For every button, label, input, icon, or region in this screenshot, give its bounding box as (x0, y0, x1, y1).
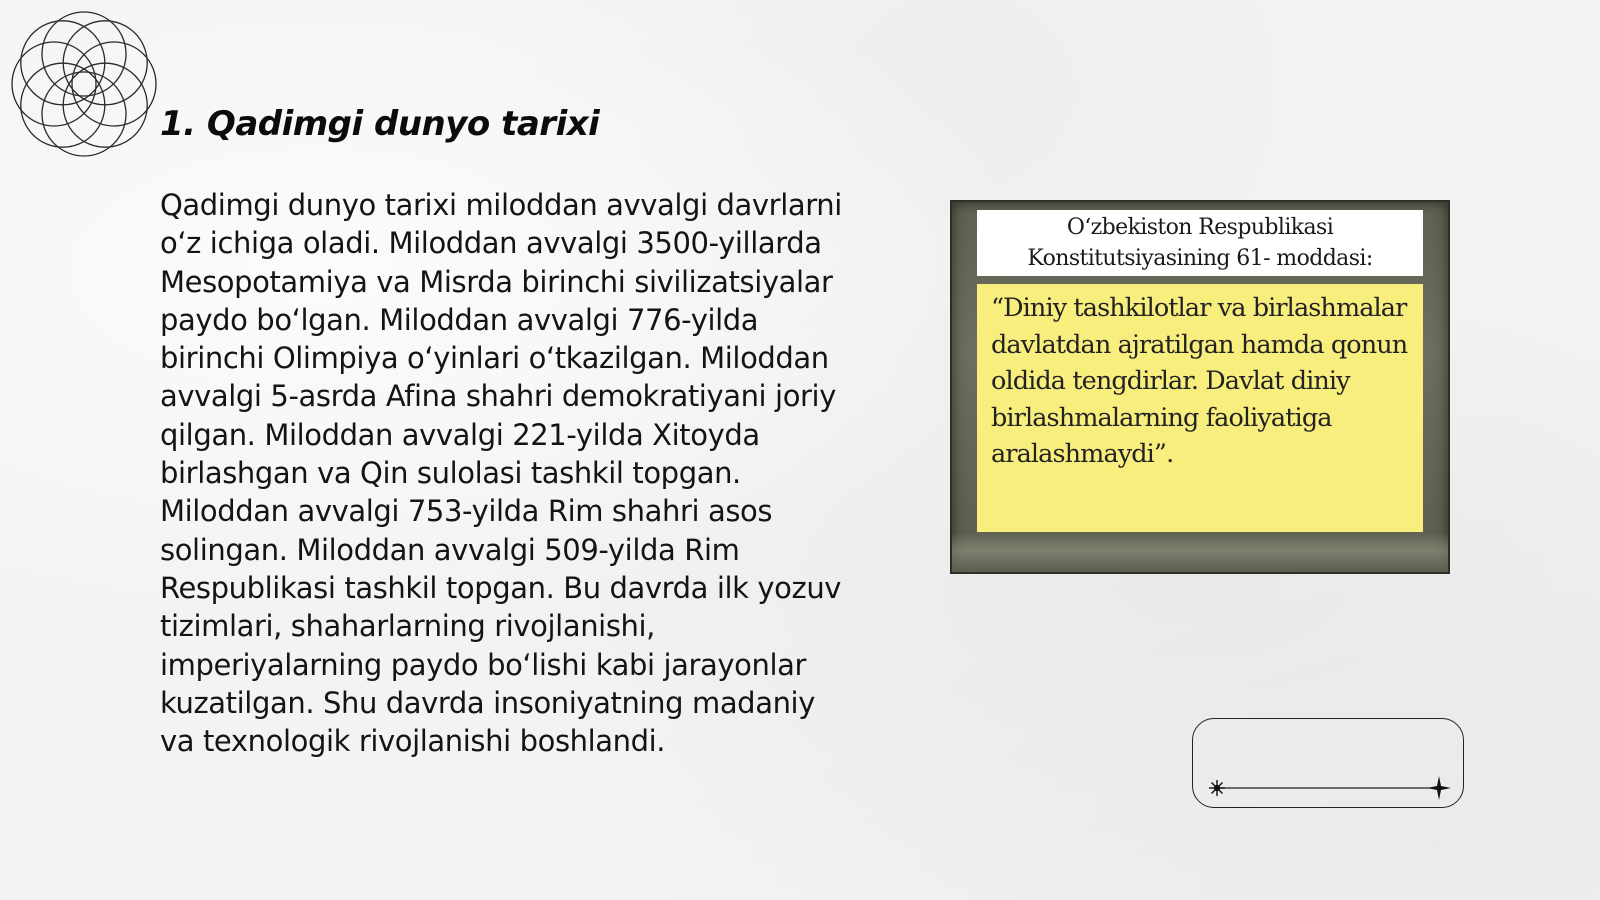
timeline-decor-card (1192, 718, 1464, 808)
constitution-article-image (950, 200, 1450, 574)
article-header (977, 210, 1423, 276)
plus-star-icon (1427, 776, 1451, 800)
article-quote: “Diniy tashkilotlar va birlashmalar davlatdan ajratilgan hamda qonun oldida tengdirlar. Davlat diniy birlashmalarning faoliyatiga aralashmaydi”. (977, 284, 1423, 532)
body-paragraph: Qadimgi dunyo tarixi miloddan avvalgi davrlarni o‘z ichiga oladi. Miloddan avvalgi 3500-yillarda Mesopotamiya va Misrda birinchi sivilizatsiyalar paydo bo‘lgan. Miloddan avvalgi 776-yilda birinchi Olimpiya o‘yinlari o‘tkazilgan. Miloddan avvalgi 5-asrda Afina shahri demokratiyani joriy qilgan. Miloddan avvalgi 221-yilda Xitoyda birlashgan va Qin sulolasi tashkil topgan. Miloddan avvalgi 753-yilda Rim shahri asos solingan. Miloddan avvalgi 509-yilda Rim Respublikasi tashkil topgan. Bu davrda ilk yozuv tizimlari, shaharlarning rivojlanishi, imperiyalarning paydo bo‘lishi kabi jarayonlar kuzatilgan. Shu davrda insoniyatning madaniy va texnologik rivojlanishi boshlandi. (160, 188, 842, 759)
timeline-decor (1193, 719, 1465, 809)
frame-edge (952, 532, 1448, 572)
article-header-line1: O‘zbekiston Respublikasi (1066, 215, 1334, 240)
article-header-line2: Konstitutsiyasining 61- moddasi: (1027, 246, 1373, 271)
sparkle-icon (1209, 780, 1225, 796)
slide-title: 1. Qadimgi dunyo tarixi (160, 104, 600, 144)
circle-rosette-icon (10, 10, 158, 158)
